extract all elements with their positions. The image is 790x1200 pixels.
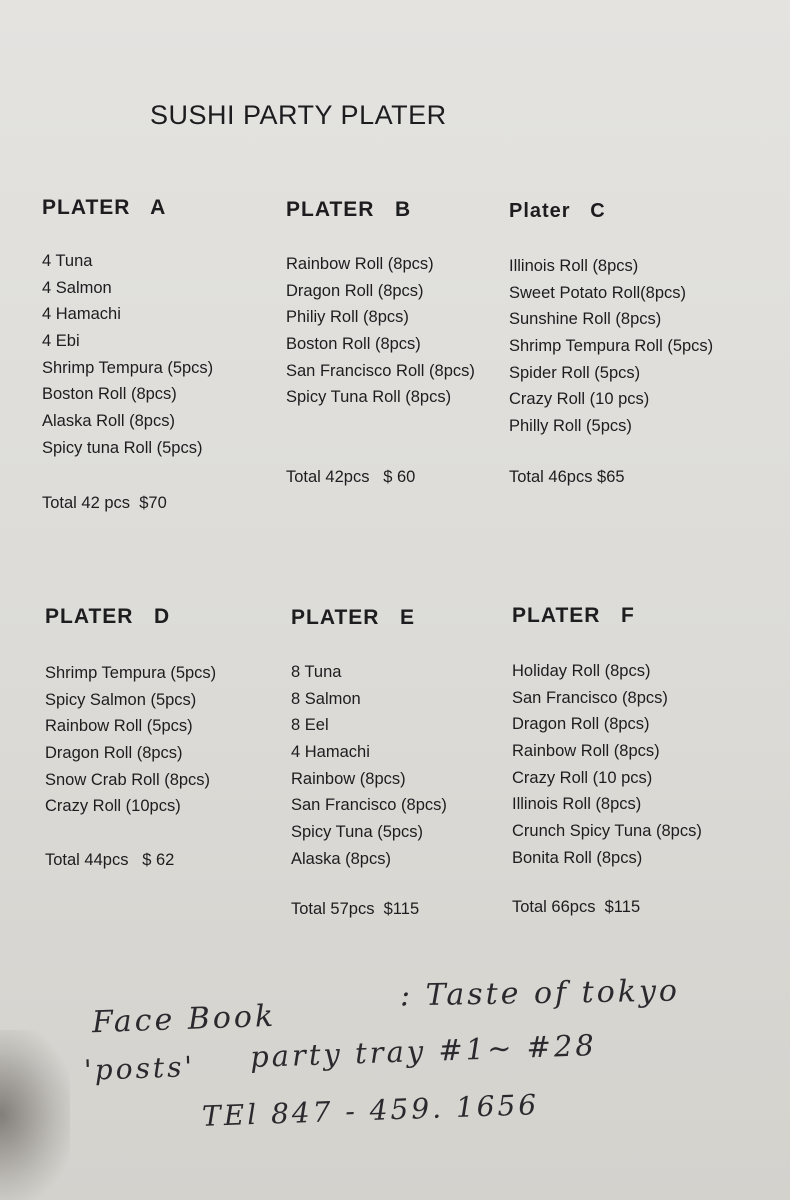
handwritten-facebook-label: Face Book: [91, 998, 277, 1041]
plater-f: [512, 604, 752, 916]
list-item: Shrimp Tempura Roll (5pcs): [509, 337, 714, 356]
list-item: Boston Roll (8pcs): [42, 385, 177, 404]
list-item: Spicy Tuna (5pcs): [291, 823, 424, 842]
handwritten-party-tray: party tray #1~ #28: [249, 1027, 598, 1075]
list-item: San Francisco (8pcs): [291, 796, 447, 815]
plater-c-items: [509, 253, 713, 440]
page-shadow: [0, 1030, 70, 1200]
plater-d: [45, 605, 285, 869]
list-item: Shrimp Tempura (5pcs): [42, 358, 214, 377]
list-item: 4 Hamachi: [42, 305, 121, 324]
list-item: Shrimp Tempura (5pcs): [45, 664, 217, 682]
plater-c-heading: Plater C: [509, 200, 606, 222]
list-item: Spider Roll (5pcs): [509, 363, 641, 382]
list-item: Holiday Roll (8pcs): [512, 662, 651, 680]
list-item: Philiy Roll (8pcs): [286, 308, 409, 327]
list-item: Alaska Roll (8pcs): [42, 412, 175, 431]
list-item: Crazy Roll (10 pcs): [509, 390, 650, 409]
plater-a: [42, 196, 282, 512]
handwritten-facebook-page: : Taste of tokyo: [399, 973, 681, 1014]
list-item: Spicy tuna Roll (5pcs): [42, 438, 203, 457]
plater-a-total: Total 42 pcs $70: [42, 494, 167, 512]
plater-b-heading: PLATER B: [286, 198, 412, 221]
plater-d-items: [45, 660, 216, 820]
plater-e-items: [291, 659, 447, 873]
page-title: SUSHI PARTY PLATER: [150, 100, 447, 130]
list-item: San Francisco Roll (8pcs): [286, 361, 475, 380]
handwritten-posts-label: 'posts': [83, 1050, 196, 1087]
list-item: 8 Salmon: [291, 689, 361, 708]
plater-e-heading: PLATER E: [291, 606, 415, 629]
list-item: 8 Eel: [291, 716, 329, 735]
list-item: Spicy Salmon (5pcs): [45, 690, 197, 709]
list-item: San Francisco (8pcs): [512, 688, 668, 707]
list-item: 4 Ebi: [42, 332, 80, 351]
list-item: 4 Hamachi: [291, 743, 370, 762]
plater-a-items: [42, 248, 213, 462]
list-item: Rainbow Roll (8pcs): [286, 255, 434, 273]
handwritten-phone: TEl 847 - 459. 1656: [201, 1088, 540, 1133]
list-item: Rainbow Roll (5pcs): [45, 717, 193, 736]
list-item: Illinois Roll (8pcs): [509, 257, 639, 275]
list-item: Boston Roll (8pcs): [286, 335, 421, 354]
list-item: Dragon Roll (8pcs): [45, 744, 183, 763]
list-item: Sunshine Roll (8pcs): [509, 310, 662, 329]
list-item: Rainbow (8pcs): [291, 769, 406, 788]
list-item: 8 Tuna: [291, 663, 342, 681]
plater-c-total: Total 46pcs $65: [509, 468, 625, 486]
plater-e-total: Total 57pcs $115: [291, 900, 420, 918]
list-item: Crazy Roll (10pcs): [45, 797, 181, 816]
plater-d-heading: PLATER D: [45, 605, 171, 628]
list-item: Crazy Roll (10 pcs): [512, 768, 653, 787]
list-item: Bonita Roll (8pcs): [512, 848, 643, 867]
plater-f-total: Total 66pcs $115: [512, 898, 641, 916]
list-item: Dragon Roll (8pcs): [286, 281, 424, 300]
plater-f-heading: PLATER F: [512, 604, 635, 627]
plater-a-heading: PLATER A: [42, 196, 167, 219]
list-item: Alaska (8pcs): [291, 849, 391, 868]
list-item: Spicy Tuna Roll (8pcs): [286, 388, 452, 407]
plater-e: [291, 606, 531, 918]
plater-f-items: [512, 658, 702, 872]
list-item: Philly Roll (5pcs): [509, 417, 632, 436]
plater-c: [509, 200, 749, 486]
list-item: Illinois Roll (8pcs): [512, 795, 642, 814]
plater-b: [286, 198, 526, 486]
plater-b-items: [286, 251, 475, 411]
list-item: 4 Salmon: [42, 278, 112, 297]
list-item: 4 Tuna: [42, 252, 93, 270]
list-item: Snow Crab Roll (8pcs): [45, 770, 211, 789]
plater-b-total: Total 42pcs $ 60: [286, 468, 416, 486]
list-item: Rainbow Roll (8pcs): [512, 742, 660, 761]
list-item: Crunch Spicy Tuna (8pcs): [512, 822, 702, 841]
plater-d-total: Total 44pcs $ 62: [45, 851, 175, 869]
list-item: Sweet Potato Roll(8pcs): [509, 283, 686, 302]
list-item: Dragon Roll (8pcs): [512, 715, 650, 734]
